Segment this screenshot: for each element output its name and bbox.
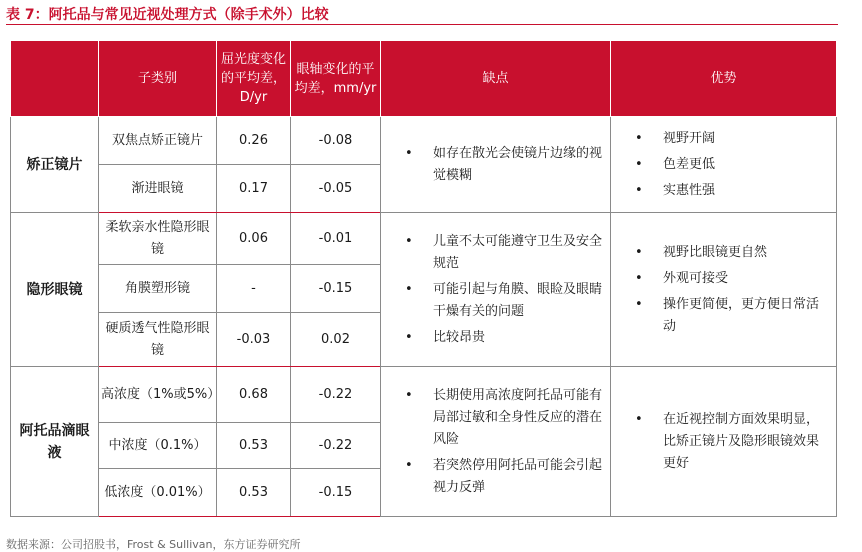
subtype-cell: 硬质透气性隐形眼镜: [99, 313, 217, 367]
pros-item: • 实惠性强: [617, 180, 830, 202]
axial-cell: -0.05: [291, 165, 381, 213]
pros-cell: [611, 117, 837, 213]
comparison-table: [10, 40, 837, 517]
cons-cell: [381, 367, 611, 517]
refraction-cell: 0.06: [217, 213, 291, 265]
header-axial: 眼轴变化的平均差，mm/yr: [291, 41, 381, 117]
source-note: 数据来源：公司招股书，Frost & Sullivan，东方证券研究所: [6, 538, 301, 551]
cons-cell: [381, 213, 611, 367]
subtype-cell: 双焦点矫正镜片: [99, 117, 217, 165]
pros-item: • 视野开阔: [617, 128, 830, 150]
axial-cell: -0.15: [291, 469, 381, 517]
axial-cell: -0.01: [291, 213, 381, 265]
cons-cell: [381, 117, 611, 213]
refraction-cell: -0.03: [217, 313, 291, 367]
axial-cell: -0.22: [291, 367, 381, 423]
category-cell: 阿托品滴眼液: [11, 367, 99, 517]
pros-item: • 在近视控制方面效果明显，比矫正镜片及隐形眼镜效果更好: [617, 409, 830, 475]
cons-item: • 如存在散光会使镜片边缘的视觉模糊: [387, 143, 604, 187]
header-category: [11, 41, 99, 117]
header-refraction: 屈光度变化的平均差，D/yr: [217, 41, 291, 117]
pros-cell: [611, 367, 837, 517]
refraction-cell: 0.26: [217, 117, 291, 165]
axial-cell: -0.22: [291, 423, 381, 469]
table-title: 表 7：阿托品与常见近视处理方式（除手术外）比较: [6, 7, 329, 23]
pros-item: • 色差更低: [617, 154, 830, 176]
subtype-cell: 渐进眼镜: [99, 165, 217, 213]
pros-item: • 视野比眼镜更自然: [617, 242, 830, 264]
cons-item: • 长期使用高浓度阿托品可能有局部过敏和全身性反应的潜在风险: [387, 385, 604, 451]
header-pros: 优势: [611, 41, 837, 117]
cons-item: • 比较昂贵: [387, 327, 604, 349]
cons-item: • 可能引起与角膜、眼睑及眼睛干燥有关的问题: [387, 279, 604, 323]
refraction-cell: 0.68: [217, 367, 291, 423]
subtype-cell: 角膜塑形镜: [99, 265, 217, 313]
refraction-cell: 0.17: [217, 165, 291, 213]
subtype-cell: 柔软亲水性隐形眼镜: [99, 213, 217, 265]
category-cell: 矫正镜片: [11, 117, 99, 213]
refraction-cell: 0.53: [217, 469, 291, 517]
pros-cell: [611, 213, 837, 367]
cons-item: • 若突然停用阿托品可能会引起视力反弹: [387, 455, 604, 499]
refraction-cell: -: [217, 265, 291, 313]
cons-item: • 儿童不太可能遵守卫生及安全规范: [387, 231, 604, 275]
axial-cell: 0.02: [291, 313, 381, 367]
category-cell: 隐形眼镜: [11, 213, 99, 367]
subtype-cell: 低浓度（0.01%）: [99, 469, 217, 517]
pros-item: • 操作更简便，更方便日常活动: [617, 294, 830, 338]
header-subtype: 子类别: [99, 41, 217, 117]
pros-item: • 外观可接受: [617, 268, 830, 290]
title-divider: [6, 24, 838, 25]
axial-cell: -0.08: [291, 117, 381, 165]
subtype-cell: 高浓度（1%或5%）: [99, 367, 217, 423]
refraction-cell: 0.53: [217, 423, 291, 469]
axial-cell: -0.15: [291, 265, 381, 313]
header-cons: 缺点: [381, 41, 611, 117]
subtype-cell: 中浓度（0.1%）: [99, 423, 217, 469]
